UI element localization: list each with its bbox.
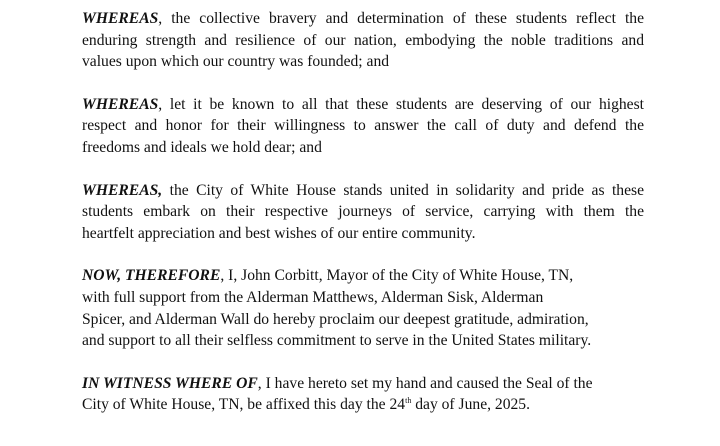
- now-therefore-label: NOW, THEREFORE: [82, 267, 221, 285]
- text-line: WHEREAS, let it be known to all that these students are deserving of our highest: [82, 95, 644, 113]
- text-line: enduring strength and resilience of our nation, embodying the noble traditions and: [82, 31, 644, 49]
- whereas-paragraph-3: [82, 180, 644, 245]
- text-line: NOW, THEREFORE, I, John Corbitt, Mayor of the City of White House, TN,: [82, 267, 574, 285]
- text-line: values upon which our country was founded; and: [82, 53, 390, 71]
- text-line: WHEREAS, the collective bravery and determination of these students reflect the: [82, 10, 644, 27]
- text-line: respect and honor for their willingness to answer the call of duty and defend the: [82, 117, 644, 135]
- text-line: students embark on their respective journeys of service, carrying with them the: [82, 203, 644, 221]
- whereas-paragraph-2: [82, 94, 644, 159]
- in-witness-paragraph: [82, 373, 644, 416]
- text-line: and support to all their selfless commitment to serve in the United States military.: [82, 332, 592, 350]
- text-line: freedoms and ideals we hold dear; and: [82, 138, 322, 156]
- text-line: Spicer, and Alderman Wall do hereby proclaim our deepest gratitude, admiration,: [82, 310, 589, 328]
- whereas-paragraph-1: [82, 8, 644, 73]
- text-line: City of White House, TN, be affixed this day the 24th day of June, 2025.: [82, 396, 530, 414]
- text-line: WHEREAS, the City of White House stands united in solidarity and pride as these: [82, 181, 644, 199]
- text-line: heartfelt appreciation and best wishes of our entire community.: [82, 224, 476, 242]
- now-therefore-paragraph: [82, 265, 644, 351]
- in-witness-label: IN WITNESS WHERE OF: [82, 374, 258, 392]
- ordinal-suffix: th: [405, 396, 412, 406]
- whereas-label: WHEREAS,: [82, 181, 163, 199]
- whereas-label: WHEREAS: [82, 10, 159, 27]
- text-line: IN WITNESS WHERE OF, I have hereto set my hand and caused the Seal of the: [82, 374, 593, 392]
- text-line: with full support from the Alderman Matthews, Alderman Sisk, Alderman: [82, 288, 544, 306]
- whereas-label: WHEREAS: [82, 95, 159, 113]
- proclamation-document: [82, 8, 644, 437]
